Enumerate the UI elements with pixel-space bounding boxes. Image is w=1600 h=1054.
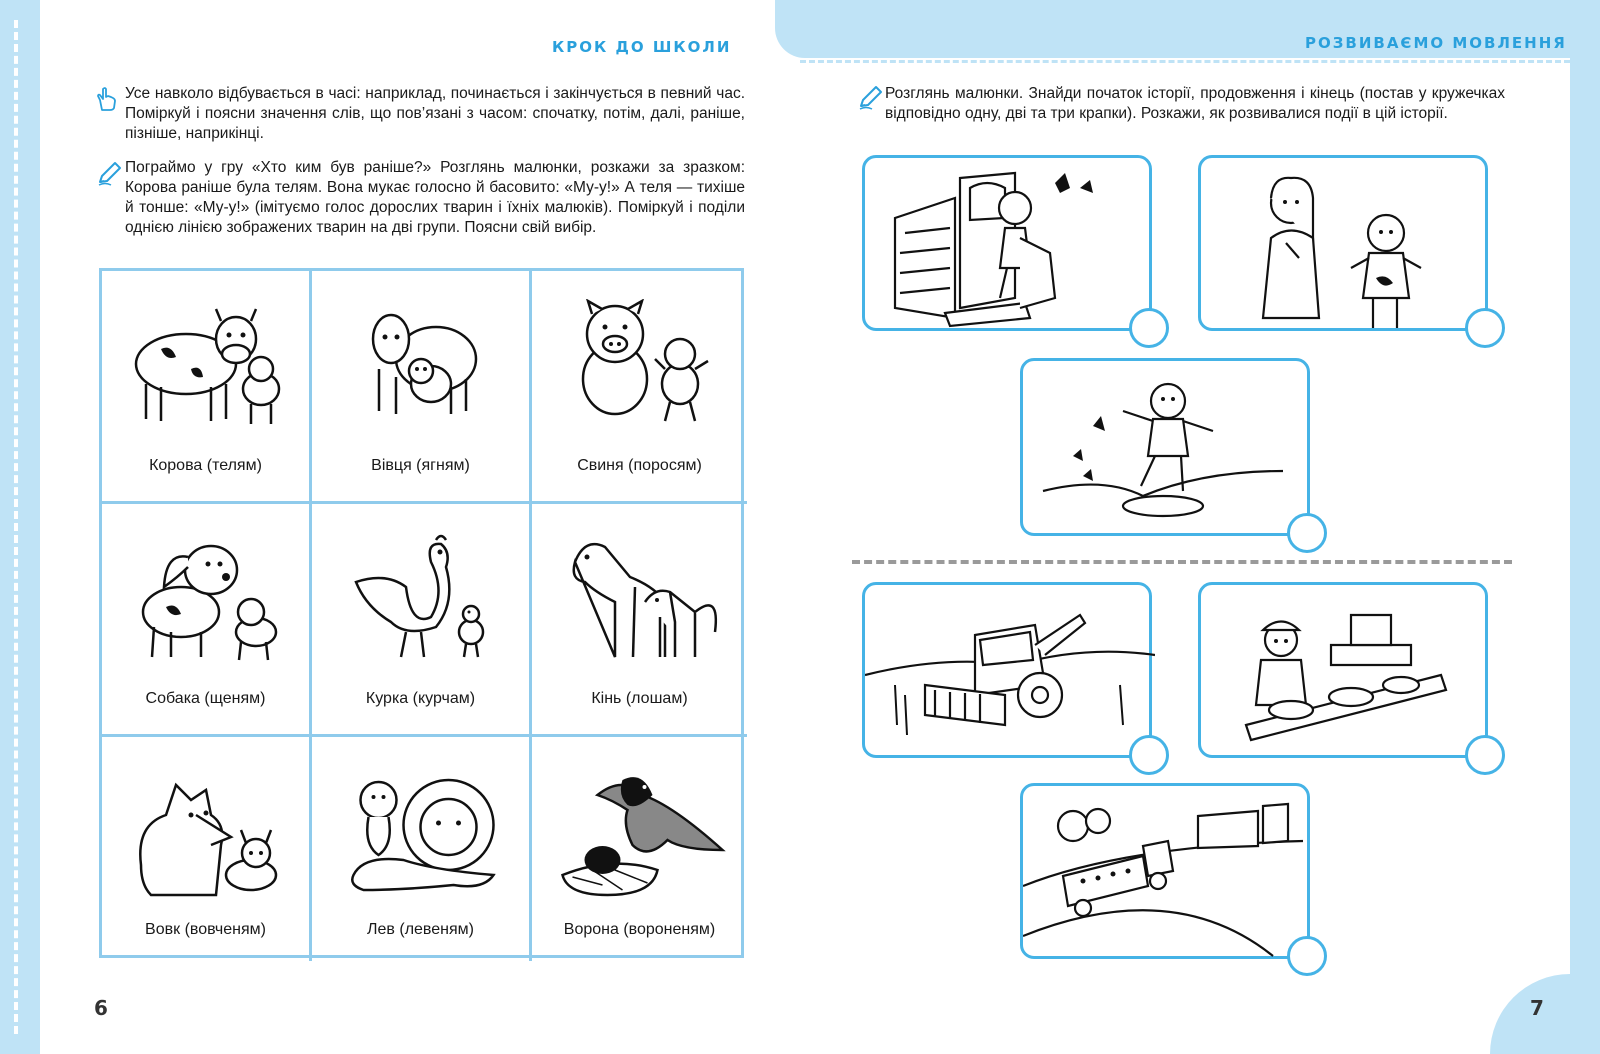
page-number-left: 6 <box>94 996 108 1020</box>
animal-label: Лев (левеням) <box>367 921 474 938</box>
animal-cell <box>102 504 312 737</box>
story-frame <box>1198 155 1488 331</box>
instruction-time-words: Усе навколо відбувається в часі: наприклад, починається і закінчується в певний час. Поміркуй і поясни значення слів, що пов’язані з часом: спочатку, потім, далі, раніше, пізніше, наприкінці. <box>125 85 745 142</box>
truck-to-city-icon <box>1023 786 1313 962</box>
mother-and-dirty-boy-icon <box>1201 158 1491 334</box>
instruction-story-order: Розглянь малюнки. Знайди початок історії, продовження і кінець (постав у кружечках відповідно одну, дві та три крапки). Розкажи, як розвивалися події в цій історії. <box>885 85 1505 122</box>
animal-cell <box>312 504 532 737</box>
pencil-icon <box>97 160 123 186</box>
pig-and-piglet-icon <box>560 299 720 429</box>
left-page-strip <box>0 0 40 1054</box>
animal-cell <box>532 737 747 961</box>
running-head-right: РОЗВИВАЄМО МОВЛЕННЯ <box>1305 34 1567 52</box>
lion-and-cub-icon <box>333 765 508 900</box>
animal-label: Кінь (лошам) <box>591 690 688 707</box>
top-dashed-line <box>800 60 1570 63</box>
order-circle[interactable] <box>1465 308 1505 348</box>
corner-decoration <box>1490 974 1600 1054</box>
dog-and-puppy-icon <box>126 532 286 667</box>
sheep-and-lamb-icon <box>351 299 491 429</box>
wolf-and-cub-icon <box>121 765 291 900</box>
animal-cell <box>102 737 312 961</box>
story-frame <box>862 582 1152 758</box>
right-page-strip <box>1570 0 1600 1054</box>
order-circle[interactable] <box>1129 735 1169 775</box>
boy-jumping-in-puddle-icon <box>1023 361 1313 539</box>
animal-cell <box>532 271 747 504</box>
animal-label: Свиня (поросям) <box>577 457 702 474</box>
animal-cell <box>102 271 312 504</box>
animal-label: Вовк (вовченям) <box>145 921 266 938</box>
animal-cell <box>312 737 532 961</box>
animal-label: Корова (телям) <box>149 457 262 474</box>
order-circle[interactable] <box>1287 936 1327 976</box>
order-circle[interactable] <box>1287 513 1327 553</box>
pencil-icon <box>858 84 884 110</box>
pointing-hand-icon <box>94 86 120 112</box>
running-head-left: КРОК ДО ШКОЛИ <box>552 38 732 56</box>
story-frame <box>862 155 1152 331</box>
horse-and-foal-icon <box>555 532 725 667</box>
animals-grid <box>99 268 744 958</box>
story-frame <box>1020 358 1310 536</box>
stories-separator <box>852 560 1512 564</box>
instruction-game: Пограймо у гру «Хто ким був раніше?» Розглянь малюнки, розкажи за зразком: Корова раніше була телям. Вона мукає голосно й басовито: «Му-у!» А теля — тихіше й тонше: «Му-у!» (імітуємо голос дорослих тварин і їхніх малюків). Поміркуй і поділи однією лінією зображених тварин на дві групи. Поясни свій вибір. <box>125 159 745 236</box>
story-frame <box>1198 582 1488 758</box>
hen-and-chick-icon <box>346 532 496 667</box>
order-circle[interactable] <box>1129 308 1169 348</box>
boy-leaving-house-icon <box>865 158 1155 334</box>
animal-cell <box>312 271 532 504</box>
order-circle[interactable] <box>1465 735 1505 775</box>
story-frame <box>1020 783 1310 959</box>
baker-with-bread-icon <box>1201 585 1491 761</box>
combine-harvester-field-icon <box>865 585 1155 761</box>
animal-label: Курка (курчам) <box>365 690 476 707</box>
animal-label: Вівця (ягням) <box>371 457 470 474</box>
cow-and-calf-icon <box>121 299 291 429</box>
page-number-right: 7 <box>1530 996 1544 1020</box>
animal-cell <box>532 504 747 737</box>
animal-label: Собака (щеням) <box>145 690 266 707</box>
crow-and-chick-icon <box>552 765 727 900</box>
animal-label: Ворона (вороненям) <box>563 921 716 938</box>
